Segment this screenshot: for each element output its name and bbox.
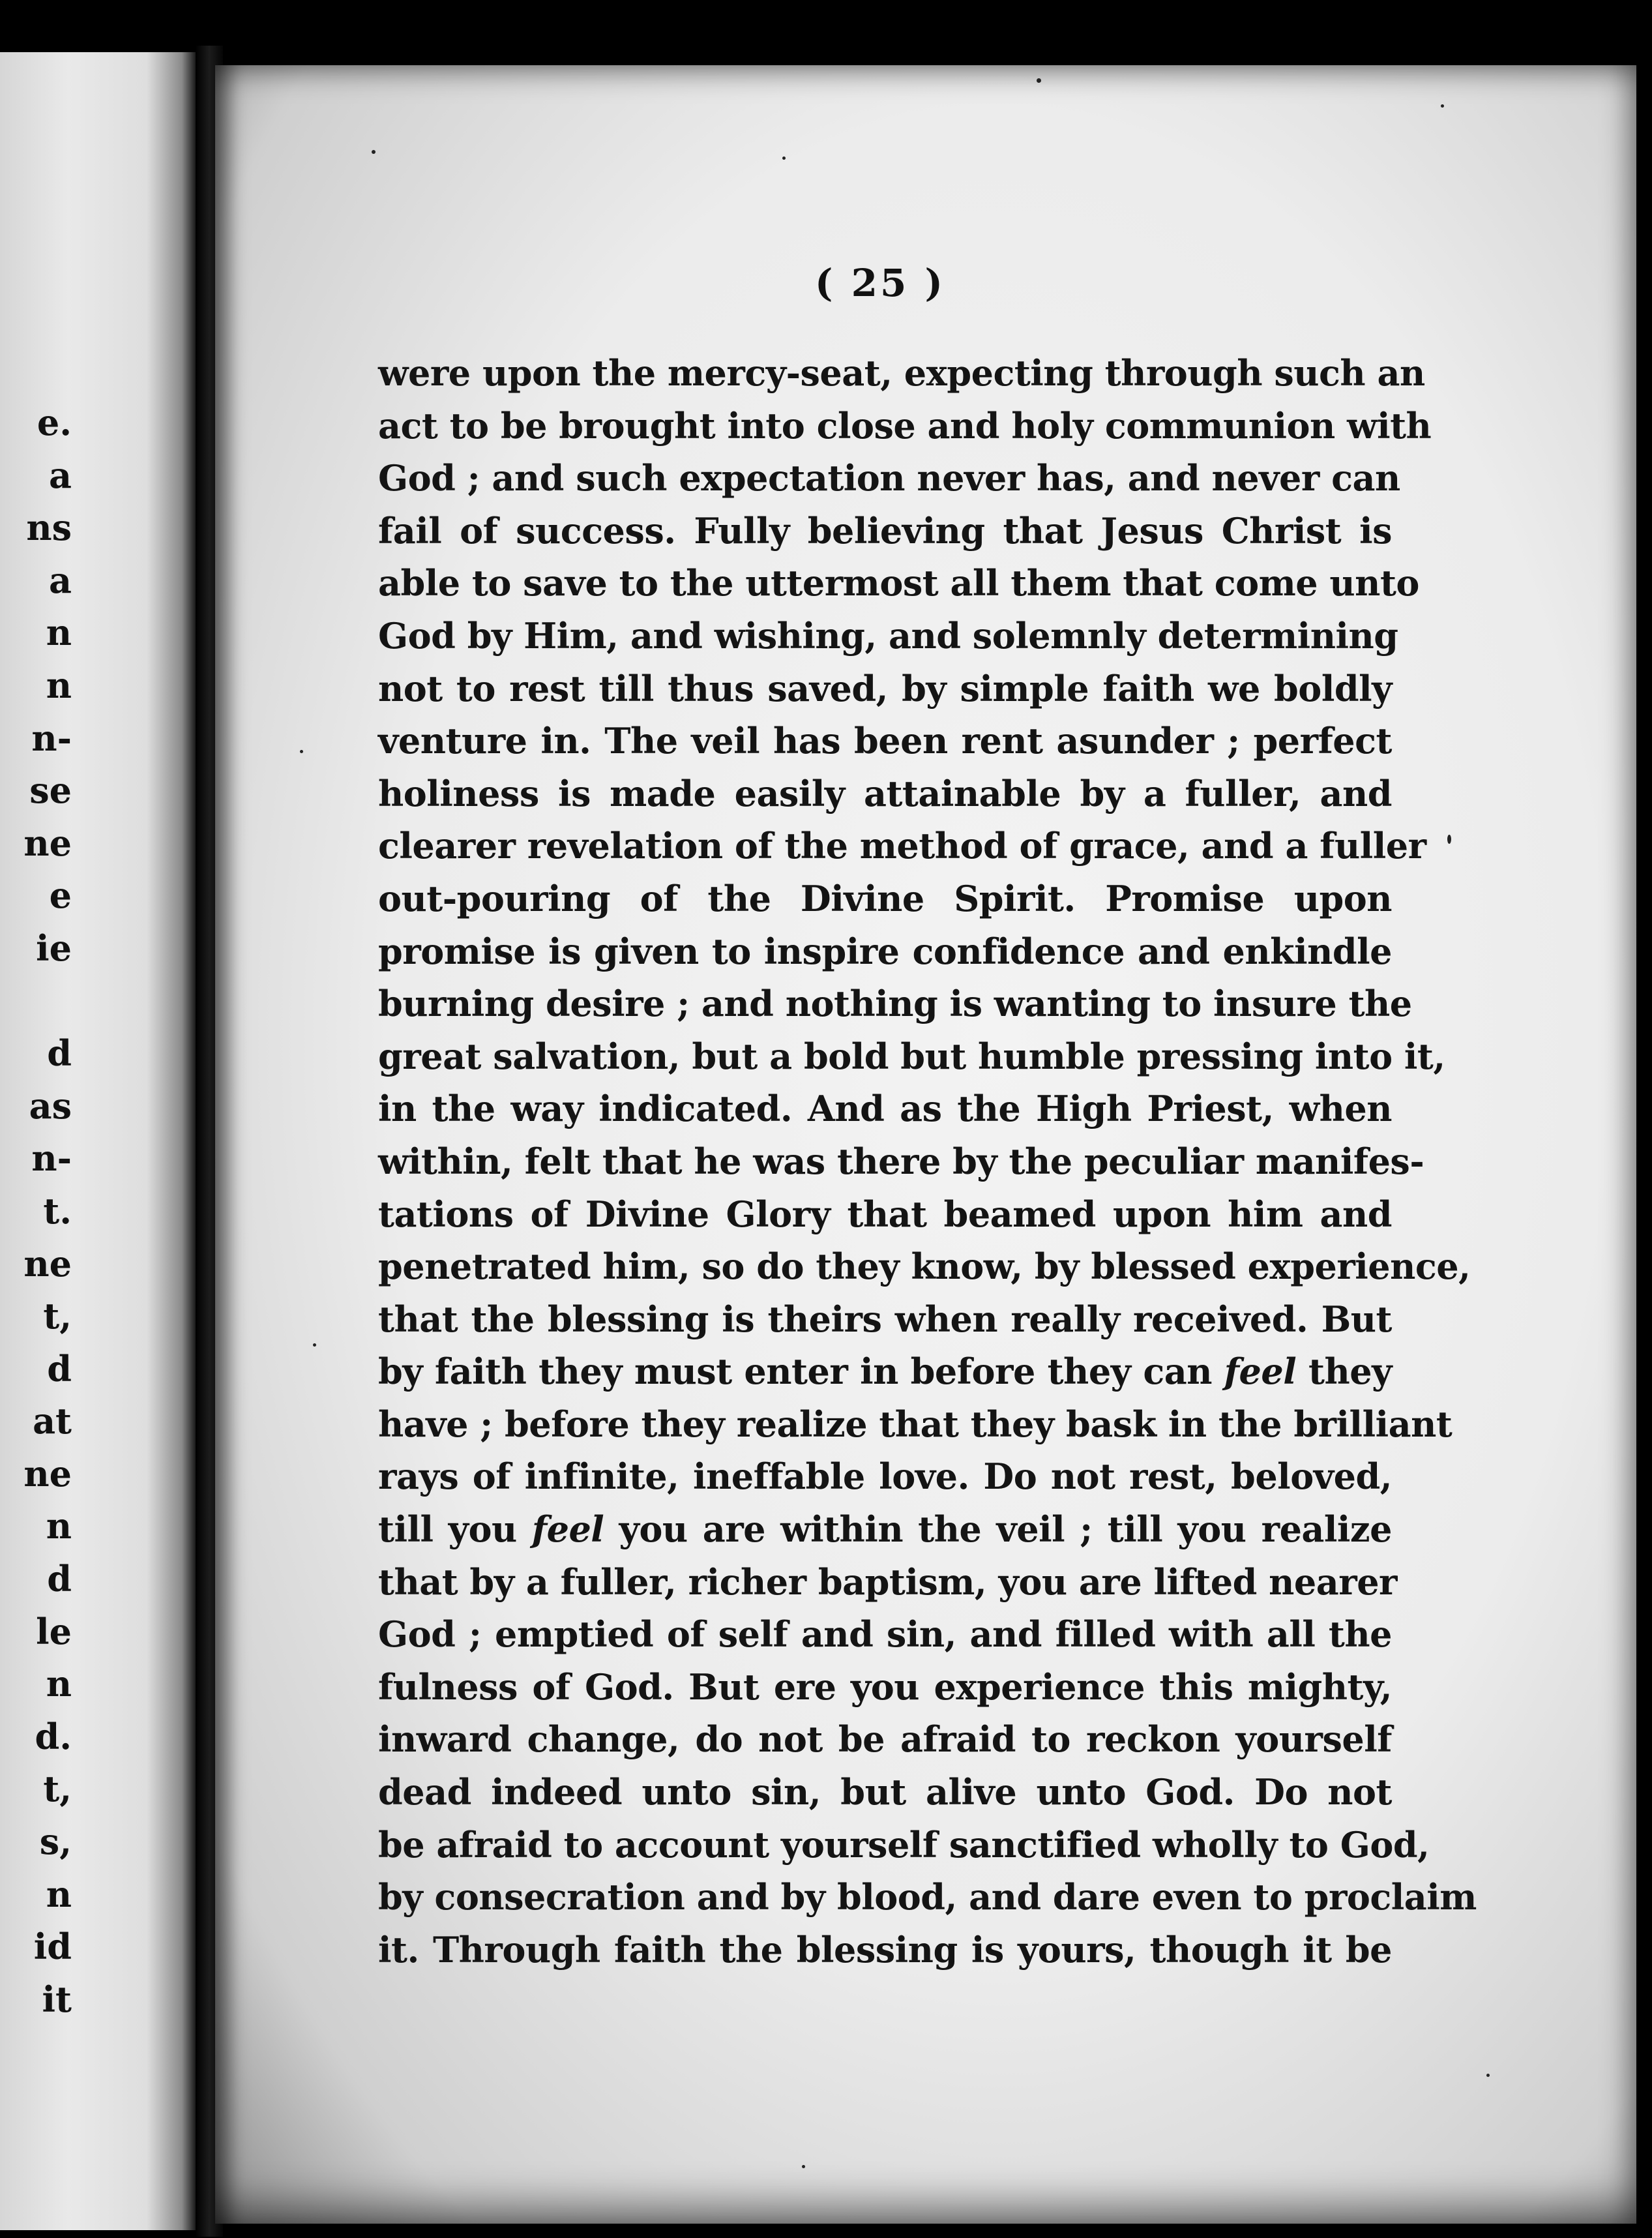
text-line: clearer revelation of the method of grace, and a fuller — [378, 825, 1426, 867]
text-line: till you feel you are within the veil ; till you realize — [378, 1508, 1392, 1551]
line-fragment: e — [49, 874, 72, 917]
text-line: burning desire ; and nothing is wanting to insure the — [378, 983, 1412, 1025]
text-line: holiness is made easily attainable by a fuller, and — [378, 772, 1392, 814]
text-line: in the way indicated. And as the High Priest, when — [378, 1088, 1392, 1130]
line-fragment: id — [33, 1926, 72, 1968]
line-fragment: ne — [23, 822, 72, 864]
text-line: rays of infinite, ineffable love. Do not rest, beloved, — [378, 1455, 1392, 1498]
text-line: God ; emptied of self and sin, and filled with all the — [378, 1613, 1392, 1656]
text-line: not to rest till thus saved, by simple faith we boldly — [378, 667, 1392, 709]
line-fragment: se — [29, 769, 72, 812]
previous-page-line-endings — [0, 396, 78, 2025]
line-fragment: ns — [26, 507, 72, 549]
line-fragment: n — [46, 664, 72, 706]
line-fragment — [0, 975, 78, 1028]
previous-page-edge — [0, 52, 196, 2230]
line-fragment: ie — [36, 927, 72, 969]
line-fragment: d — [47, 1347, 72, 1390]
text-line: venture in. The veil has been rent asunder ; perfect — [378, 720, 1392, 762]
line-fragment: ne — [23, 1242, 72, 1285]
line-fragment: d — [47, 1032, 72, 1075]
line-fragment: n- — [31, 717, 72, 759]
line-fragment: n- — [31, 1137, 72, 1180]
text-line: by faith they must enter in before they can feel they — [378, 1350, 1392, 1393]
text-line: that by a fuller, richer baptism, you are lifted nearer — [378, 1560, 1397, 1603]
text-line: by consecration and by blood, and dare even to proclaim — [378, 1876, 1477, 1918]
line-fragment: t. — [43, 1189, 72, 1232]
text-line: that the blessing is theirs when really received. But — [378, 1298, 1392, 1340]
text-line: fail of success. Fully believing that Jesus Christ is — [378, 509, 1392, 552]
text-line: be afraid to account yourself sanctified wholly to God, — [378, 1823, 1430, 1866]
text-line: dead indeed unto sin, but alive unto God. Do not — [378, 1771, 1392, 1813]
line-fragment: n — [46, 1663, 72, 1705]
line-fragment: t, — [43, 1768, 72, 1810]
text-line: promise is given to inspire confidence and enkindle — [378, 930, 1392, 972]
text-line: able to save to the uttermost all them that come unto — [378, 562, 1419, 604]
text-line: fulness of God. But ere you experience this mighty, — [378, 1665, 1392, 1708]
line-fragment: a — [49, 559, 72, 601]
body-text — [378, 347, 1477, 1976]
line-fragment: n — [46, 1873, 72, 1915]
line-fragment: n — [46, 612, 72, 654]
text-line: out-pouring of the Divine Spirit. Promise upon — [378, 877, 1392, 919]
text-line: inward change, do not be afraid to reckon yourself — [378, 1718, 1392, 1761]
text-line: penetrated him, so do they know, by blessed experience, — [378, 1246, 1471, 1288]
emphasized-word: feel — [1224, 1350, 1297, 1393]
line-fragment: a — [49, 454, 72, 496]
page-number: ( 25 ) — [815, 261, 945, 305]
line-fragment: d — [47, 1558, 72, 1600]
line-fragment: as — [29, 1084, 72, 1127]
line-fragment: t, — [43, 1295, 72, 1337]
text-line: within, felt that he was there by the peculiar manifes- — [378, 1140, 1424, 1182]
text-line: great salvation, but a bold but humble pressing into it, — [378, 1035, 1445, 1077]
emphasized-word: feel — [531, 1508, 604, 1551]
line-fragment: at — [33, 1400, 72, 1442]
line-fragment: d. — [35, 1715, 72, 1757]
text-line: tations of Divine Glory that beamed upon him and — [378, 1193, 1392, 1235]
line-fragment: it — [42, 1978, 72, 2020]
line-fragment: e. — [37, 402, 72, 443]
text-line: have ; before they realize that they bask in the brilliant — [378, 1403, 1453, 1445]
text-line: were upon the mercy-seat, expecting through such an — [378, 352, 1425, 394]
text-line: act to be brought into close and holy communion with — [378, 404, 1432, 447]
text-line: God ; and such expectation never has, and never can — [378, 457, 1400, 500]
line-fragment: ne — [23, 1452, 72, 1495]
line-fragment: n — [46, 1505, 72, 1547]
text-line: it. Through faith the blessing is yours, though it be — [378, 1928, 1392, 1971]
text-line: God by Him, and wishing, and solemnly determining — [378, 614, 1398, 657]
line-fragment: le — [36, 1610, 72, 1652]
line-fragment: s, — [39, 1821, 72, 1863]
